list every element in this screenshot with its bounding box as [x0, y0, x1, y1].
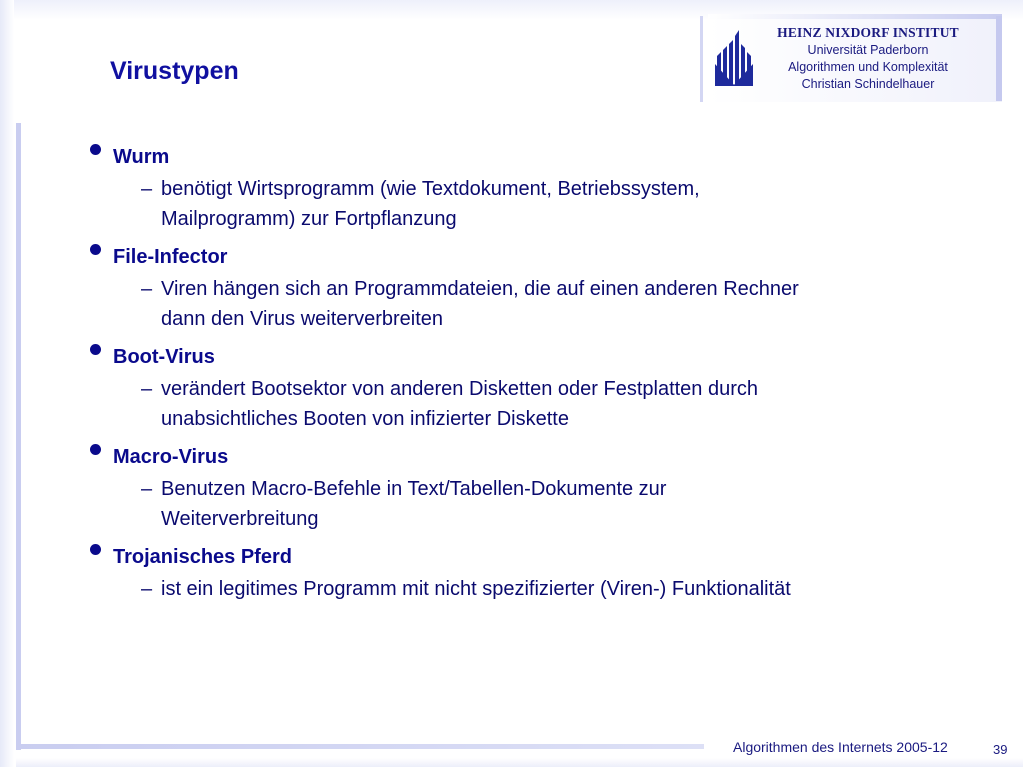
sub-item-text: Benutzen Macro-Befehle in Text/Tabellen-Dokumente zur: [161, 478, 667, 500]
bullet-icon: [90, 544, 101, 555]
list-item: [90, 240, 950, 274]
header-right-bar: [996, 16, 1002, 101]
page-number: 39: [993, 742, 1008, 757]
dash-icon: –: [141, 478, 153, 500]
dash-icon: –: [141, 578, 153, 600]
sub-item-text: ist ein legitimes Programm mit nicht spezifizierter (Viren-) Funktionalität: [161, 578, 791, 600]
frame-bottom-bar: [16, 744, 704, 749]
sub-item-text: Viren hängen sich an Programmdateien, die auf einen anderen Rechner: [161, 278, 799, 300]
footer-course: Algorithmen des Internets 2005-12: [733, 739, 948, 755]
dash-icon: –: [141, 178, 153, 200]
list-item: [90, 340, 950, 374]
frame-left-bar: [16, 123, 21, 750]
sub-item: [141, 574, 950, 604]
bullet-icon: [90, 244, 101, 255]
sub-item-text: benötigt Wirtsprogramm (wie Textdokument, Betriebssystem,: [161, 178, 700, 200]
item-label: File-Infector: [113, 246, 228, 268]
department-name: Algorithmen und Komplexität: [788, 60, 948, 74]
slide-content: [90, 140, 950, 610]
list-item: [90, 140, 950, 174]
sub-item-text: unabsichtliches Booten von infizierter Diskette: [161, 408, 569, 430]
institute-name: HEINZ NIXDORF INSTITUT: [777, 25, 959, 40]
sub-item-text: Weiterverbreitung: [161, 508, 319, 530]
left-decor: [0, 0, 14, 767]
bullet-icon: [90, 444, 101, 455]
author-name: Christian Schindelhauer: [801, 77, 935, 91]
bullet-icon: [90, 344, 101, 355]
sub-item: [141, 274, 950, 334]
institute-info: [760, 24, 976, 93]
bullet-icon: [90, 144, 101, 155]
item-label: Macro-Virus: [113, 446, 229, 468]
sub-item-text: Mailprogramm) zur Fortpflanzung: [161, 208, 457, 230]
bottom-decor: [16, 758, 1023, 767]
slide-title: Virustypen: [110, 57, 239, 85]
list-item: [90, 540, 950, 574]
dash-icon: –: [141, 378, 153, 400]
item-label: Boot-Virus: [113, 346, 215, 368]
sub-item: [141, 174, 950, 234]
dash-icon: –: [141, 278, 153, 300]
item-label: Trojanisches Pferd: [113, 546, 292, 568]
header-left-bar: [700, 16, 703, 102]
sub-item-text: dann den Virus weiterverbreiten: [161, 308, 444, 330]
sub-item-text: verändert Bootsektor von anderen Disketten oder Festplatten durch: [161, 378, 759, 400]
university-name: Universität Paderborn: [807, 43, 929, 57]
item-label: Wurm: [113, 146, 170, 168]
sub-item: [141, 374, 950, 434]
list-item: [90, 440, 950, 474]
institute-logo-icon: [713, 30, 755, 86]
header-top-bar: [708, 14, 1002, 19]
sub-item: [141, 474, 950, 534]
